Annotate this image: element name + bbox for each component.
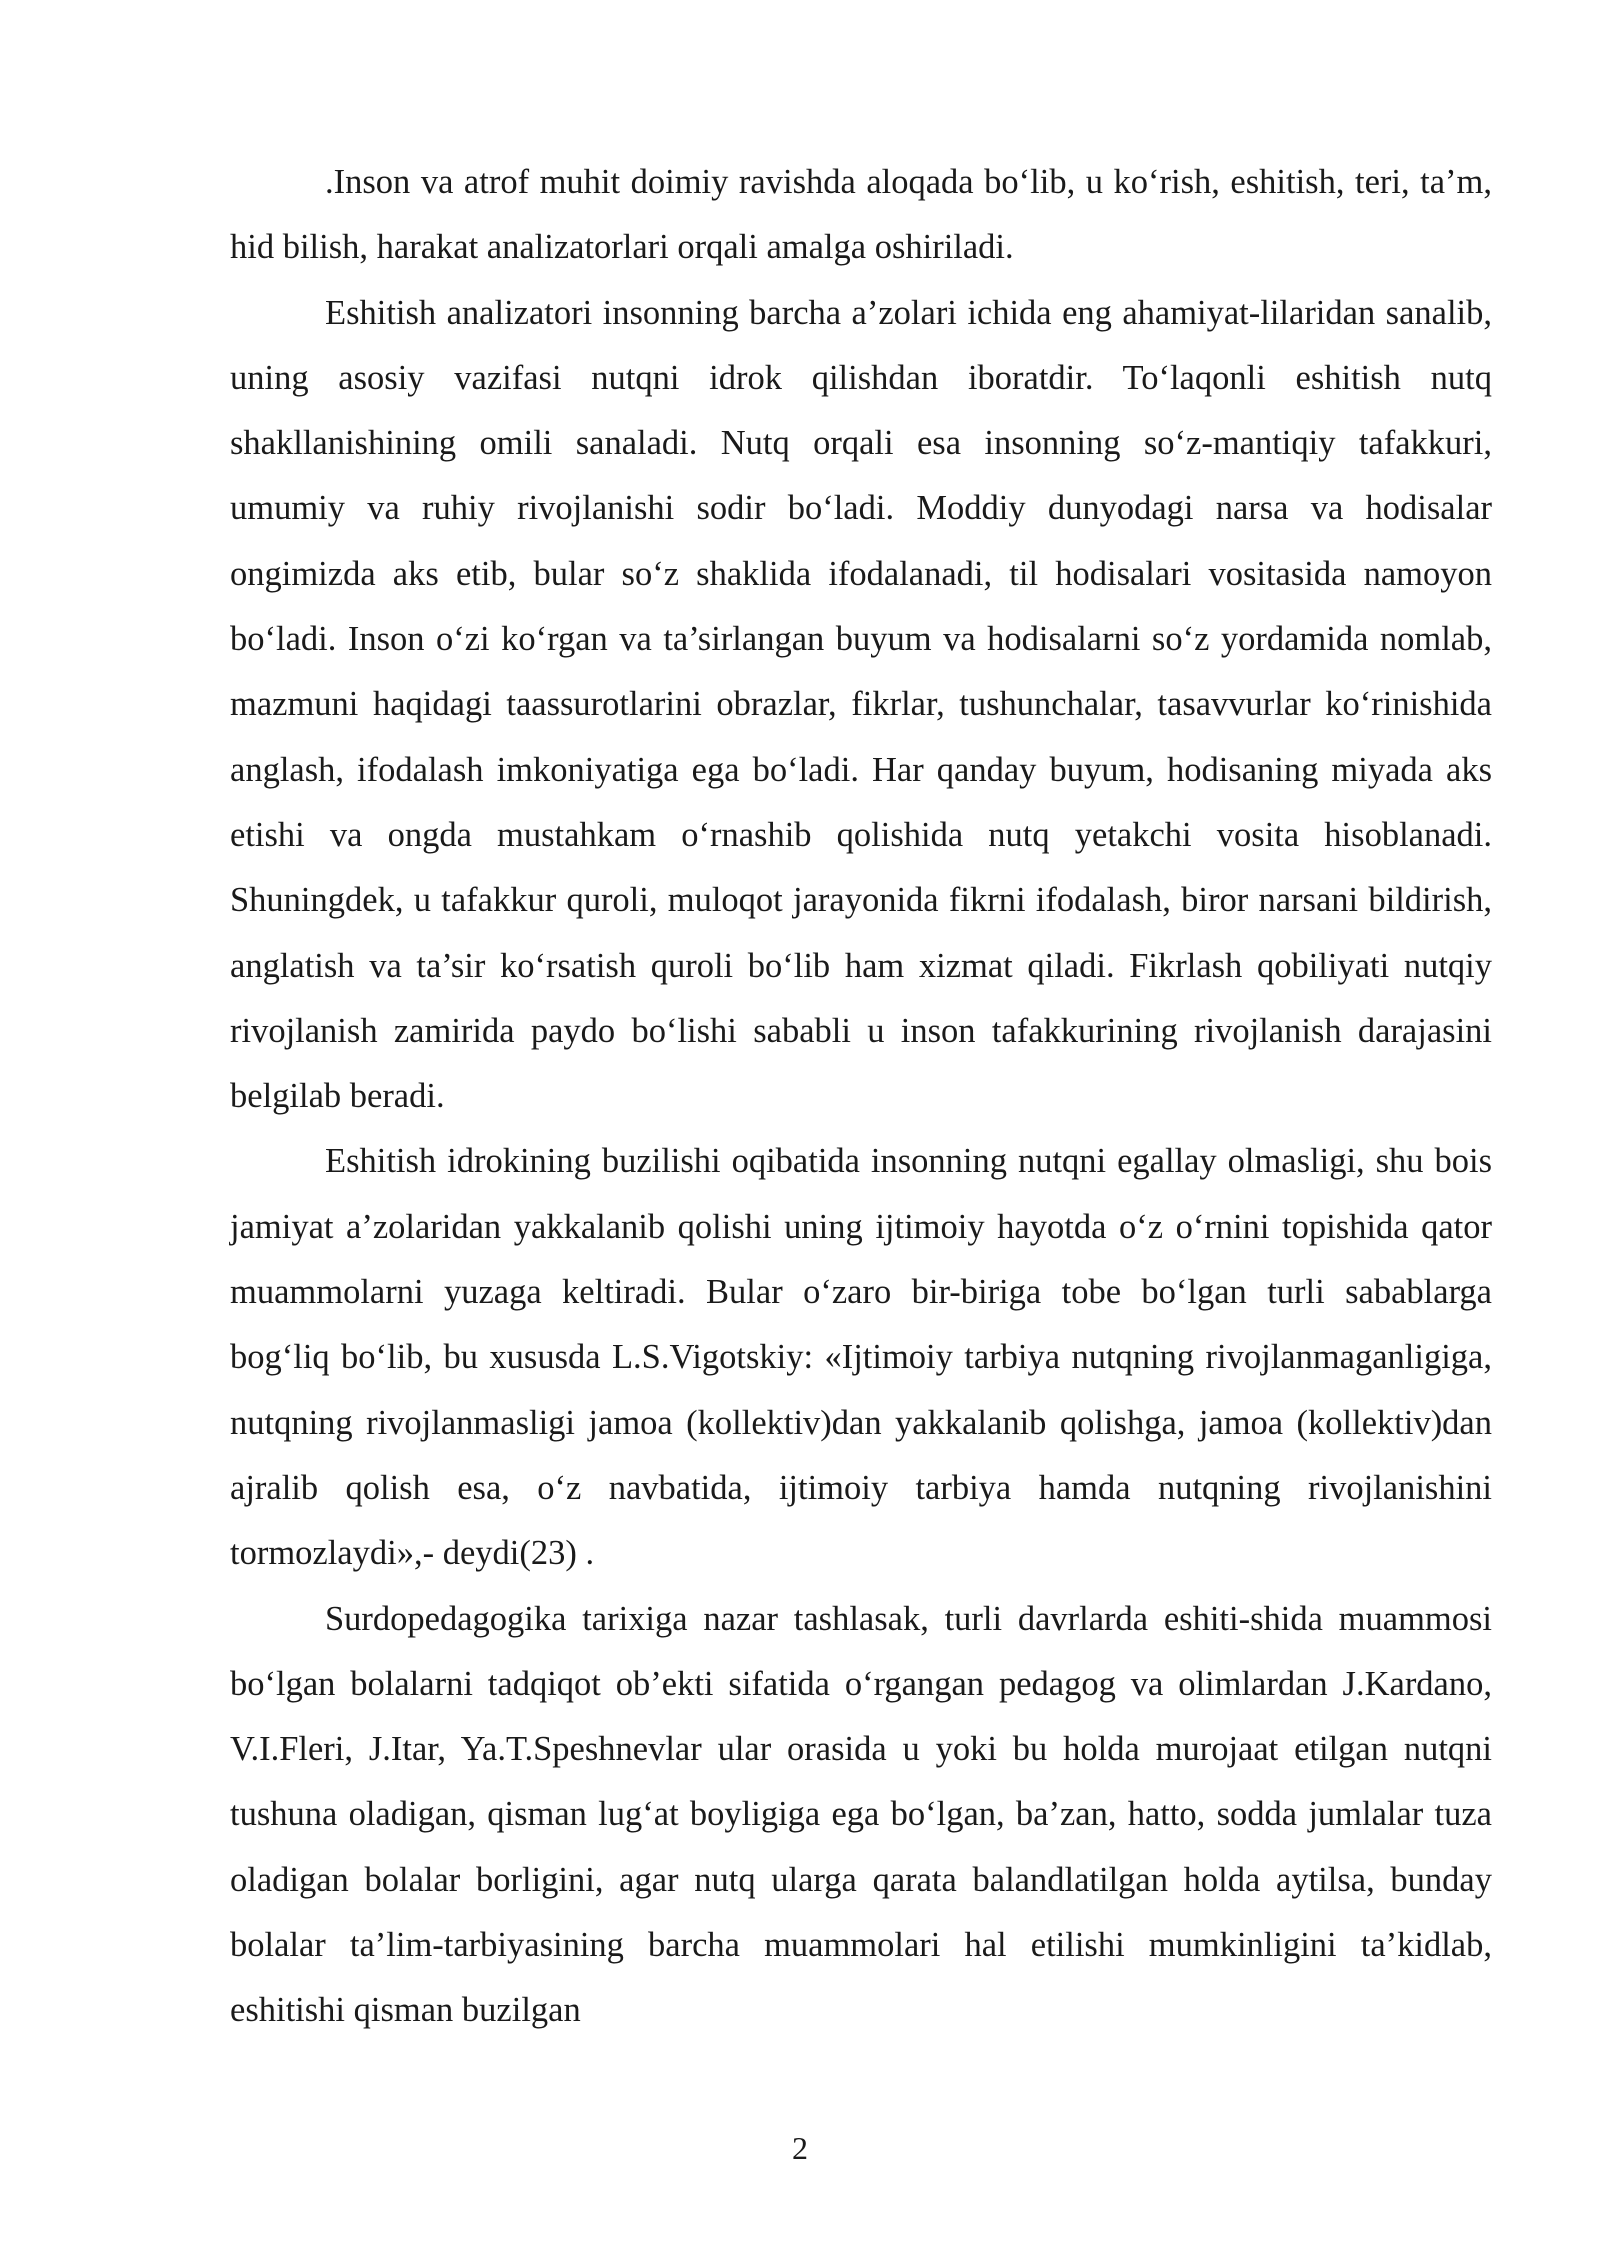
paragraph-3: Eshitish idrokining buzilishi oqibatida insonning nutqni egallay olmasligi, shu bois jamiyat a’zolaridan yakkalanib qolishi uning ijtimoiy hayotda o‘z o‘rnini topishida qator muammolarni yuzaga keltiradi. Bular o‘zaro bir-biriga tobe bo‘lgan turli sabablarga bog‘liq bo‘lib, bu xususda L.S.Vigotskiy: «Ijtimoiy tarbiya nutqning rivojlanmaganligiga, nutqning rivojlanmasligi jamoa (kollektiv)dan yakkalanib qolishga, jamoa (kollektiv)dan ajralib qolish esa, o‘z navbatida, ijtimoiy tarbiya hamda nutqning rivojlanishini tormozlaydi»,- deydi(23) . — [230, 1142, 1492, 1573]
paragraph-1: .Inson va atrof muhit doimiy ravishda aloqada bo‘lib, u ko‘rish, eshitish, teri, ta’m, hid bilish, harakat analizatorlari orqali amalga oshiriladi. — [230, 163, 1492, 267]
paragraph-4: Surdopedagogika tarixiga nazar tashlasak, turli davrlarda eshiti-shida muammosi bo‘lgan bolalarni tadqiqot ob’ekti sifatida o‘rgangan pedagog va olimlardan J.Kardano, V.I.Fleri, J.Itar, Ya.T.Speshnevlar ular orasida u yoki bu holda murojaat etilgan nutqni tushuna oladigan, qisman lug‘at boyligiga ega bo‘lgan, ba’zan, hatto, sodda jumlalar tuza oladigan bolalar borligini, agar nutq ularga qarata balandlatilgan holda aytilsa, bunday bolalar ta’lim-tarbiyasining barcha muammolari hal etilishi mumkinligini ta’kidlab, eshitishi qisman buzilgan — [230, 1599, 1492, 2030]
paragraph-2: Eshitish analizatori insonning barcha a’zolari ichida eng ahamiyat-lilaridan sanalib, uning asosiy vazifasi nutqni idrok qilishdan iboratdir. To‘laqonli eshitish nutq shakllanishining omili sanaladi. Nutq orqali esa insonning so‘z-mantiqiy tafakkuri, umumiy va ruhiy rivojlanishi sodir bo‘ladi. Moddiy dunyodagi narsa va hodisalar ongimizda aks etib, bular so‘z shaklida ifodalanadi, til hodisalari vositasida namoyon bo‘ladi. Inson o‘zi ko‘rgan va ta’sirlangan buyum va hodisalarni so‘z yordamida nomlab, mazmuni haqidagi taassurotlarini obrazlar, fikrlar, tushunchalar, tasavvurlar ko‘rinishida anglash, ifodalash imkoniyatiga ega bo‘ladi. Har qanday buyum, hodisaning miyada aks etishi va ongda mustahkam o‘rnashib qolishida nutq yetakchi vosita hisoblanadi. Shuningdek, u tafakkur quroli, muloqot jarayonida fikrni ifodalash, biror narsani bildirish, anglatish va ta’sir ko‘rsatish quroli bo‘lib ham xizmat qiladi. Fikrlash qobiliyati nutqiy rivojlanish zamirida paydo bo‘lishi sababli u inson tafakkurining rivojlanish darajasini belgilab beradi. — [230, 293, 1492, 1116]
body-text — [230, 150, 1492, 2044]
page-number: 2 — [792, 2130, 808, 2166]
